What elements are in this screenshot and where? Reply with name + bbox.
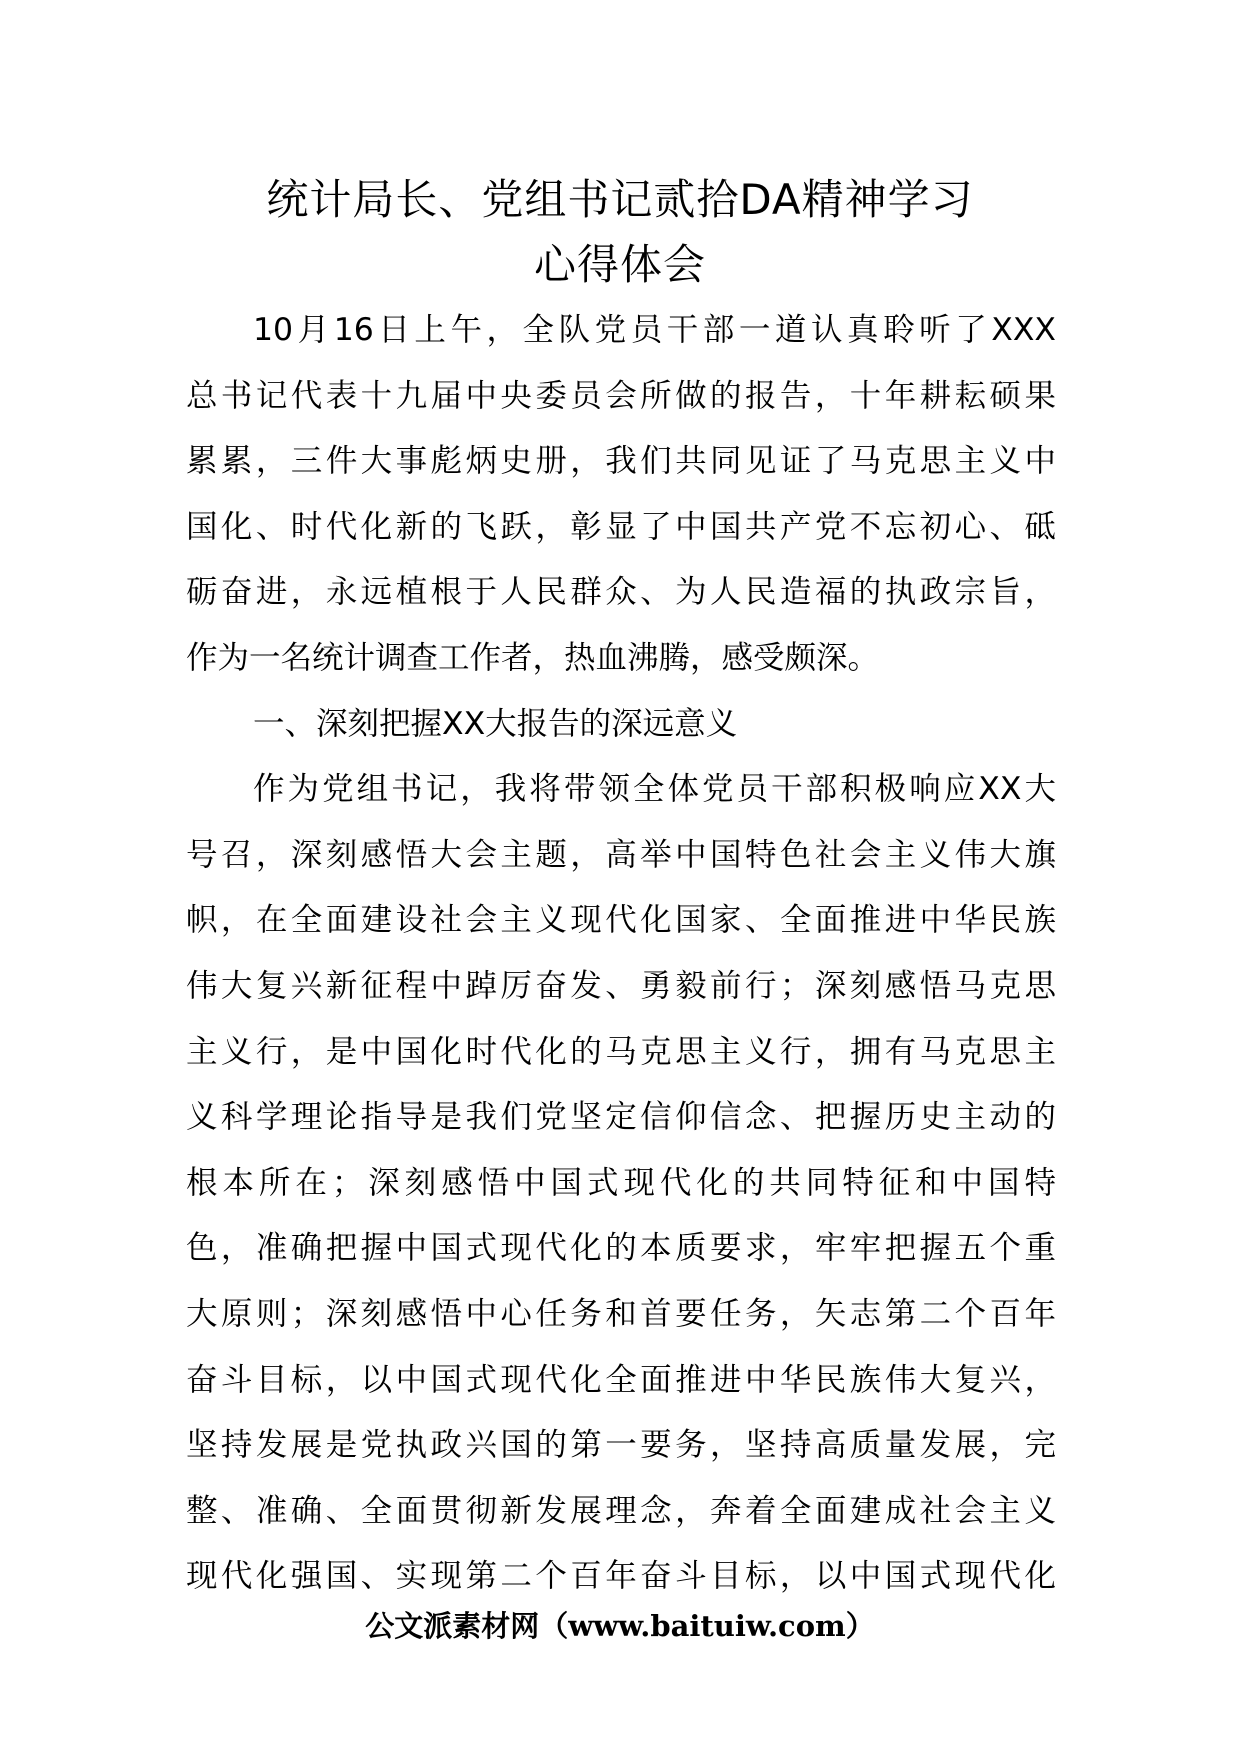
paragraph-line: 号召，深刻感悟大会主题，高举中国特色社会主义伟大旗 xyxy=(186,836,1056,873)
document-body xyxy=(186,298,1056,1610)
paragraph-line: 10月16日上午，全队党员干部一道认真聆听了XXX xyxy=(253,312,1056,348)
paragraph-line: 义科学理论指导是我们党坚定信仰信念、把握历史主动的 xyxy=(186,1099,1056,1136)
paragraph-line: 色，准确把握中国式现代化的本质要求，牢牢把握五个重 xyxy=(186,1230,1056,1267)
paragraph-line: 大原则；深刻感悟中心任务和首要任务，矢志第二个百年 xyxy=(186,1295,1056,1332)
paragraph-line: 根本所在；深刻感悟中国式现代化的共同特征和中国特 xyxy=(186,1164,1056,1201)
paragraph-line: 国化、时代化新的飞跃，彰显了中国共产党不忘初心、砥 xyxy=(186,508,1056,545)
paragraph-line: 坚持发展是党执政兴国的第一要务，坚持高质量发展，完 xyxy=(186,1427,1056,1464)
paragraph-section-1 xyxy=(186,757,1056,1610)
document-title-line-1: 统计局长、党组书记贰拾DA精神学习 xyxy=(266,175,974,224)
paragraph-line: 作为一名统计调查工作者，热血沸腾，感受颇深。 xyxy=(186,639,880,676)
section-heading-1: 一、深刻把握XX大报告的深远意义 xyxy=(253,705,738,742)
paragraph-line: 主义行，是中国化时代化的马克思主义行，拥有马克思主 xyxy=(186,1033,1056,1070)
footer-watermark: 公文派素材网（www.baituiw.com） xyxy=(365,1609,875,1643)
paragraph-line: 作为党组书记，我将带领全体党员干部积极响应XX大 xyxy=(253,771,1056,808)
paragraph-line: 砺奋进，永远植根于人民群众、为人民造福的执政宗旨， xyxy=(186,574,1056,611)
paragraph-line: 整、准确、全面贯彻新发展理念，奔着全面建成社会主义 xyxy=(186,1492,1056,1529)
paragraph-line: 总书记代表十九届中央委员会所做的报告，十年耕耘硕果 xyxy=(186,377,1056,414)
paragraph-intro xyxy=(186,298,1056,692)
paragraph-line: 伟大复兴新征程中踔厉奋发、勇毅前行；深刻感悟马克思 xyxy=(186,967,1056,1004)
paragraph-line: 帜，在全面建设社会主义现代化国家、全面推进中华民族 xyxy=(186,902,1056,939)
document-title-line-2: 心得体会 xyxy=(533,240,706,289)
paragraph-line: 现代化强国、实现第二个百年奋斗目标，以中国式现代化 xyxy=(186,1558,1056,1595)
paragraph-line: 奋斗目标，以中国式现代化全面推进中华民族伟大复兴， xyxy=(186,1361,1056,1398)
paragraph-line: 累累，三件大事彪炳史册，我们共同见证了马克思主义中 xyxy=(186,443,1056,480)
